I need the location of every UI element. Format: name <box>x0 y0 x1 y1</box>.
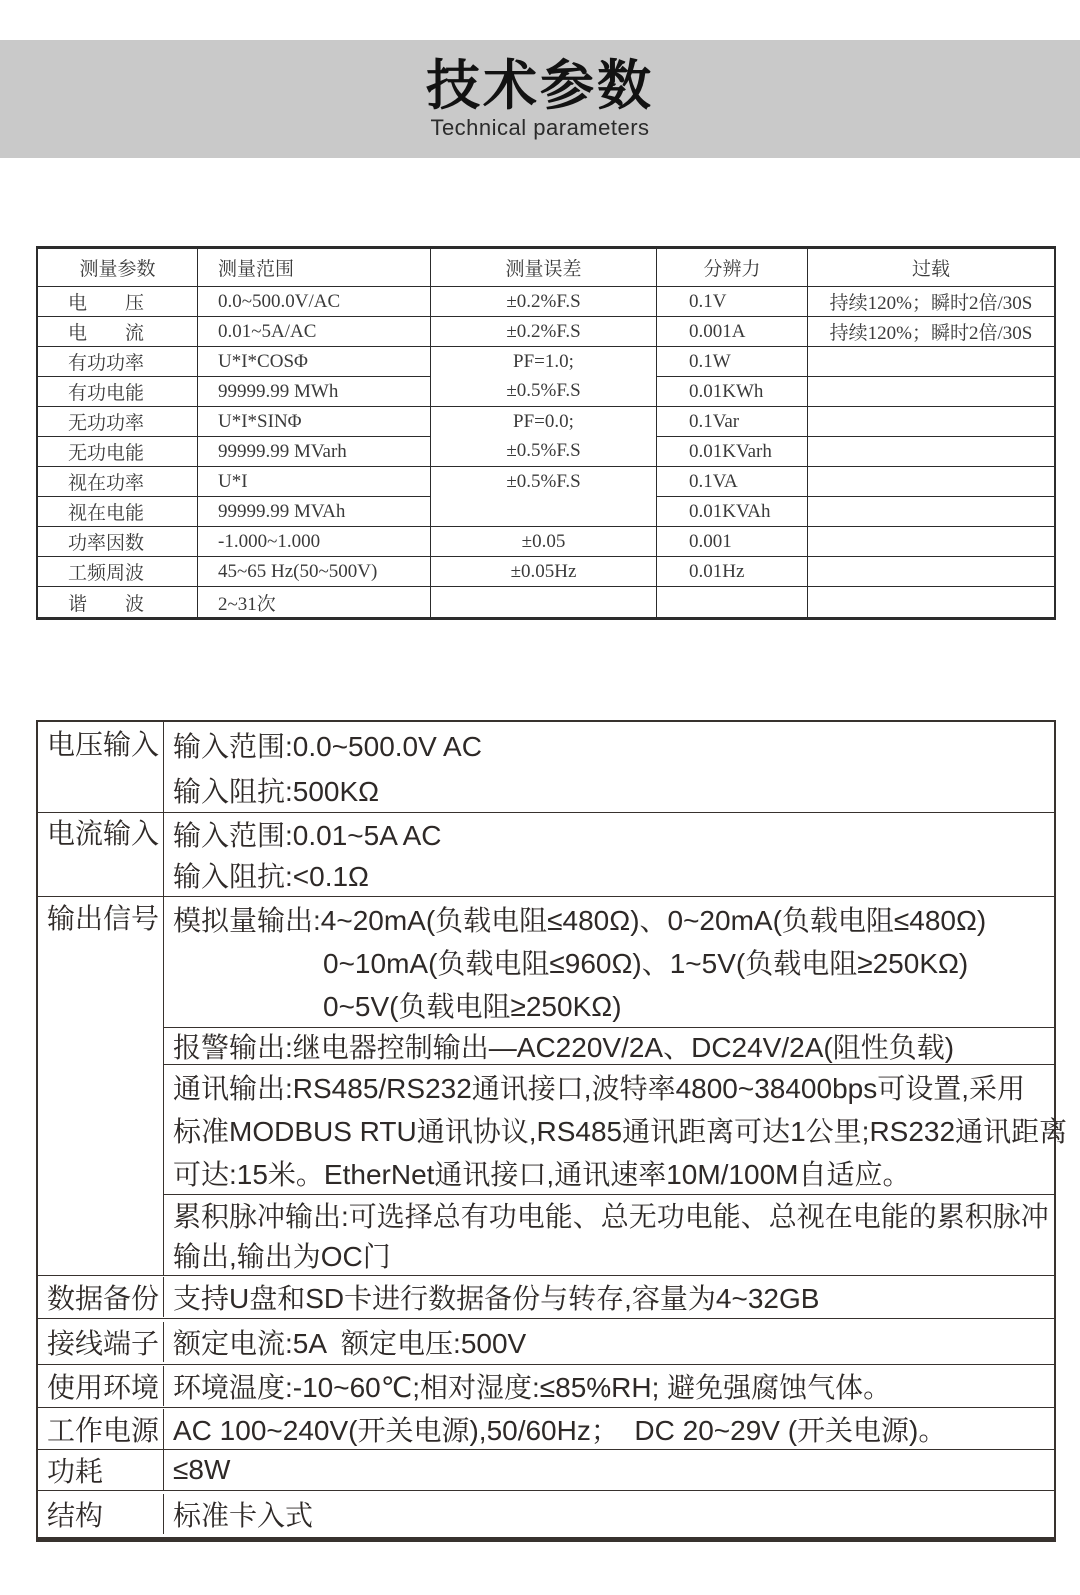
cell-param: 无功功率 <box>38 407 198 437</box>
spec-label: 数据备份 <box>38 1277 164 1317</box>
spec-line: 额定电流:5A 额定电压:500V <box>173 1327 527 1359</box>
spec-line: AC 100~240V(开关电源),50/60Hz； DC 20~29V (开关电源)。 <box>173 1414 947 1446</box>
cell-range: -1.000~1.000 <box>198 527 431 557</box>
header-cell-range: 测量范围 <box>198 249 431 287</box>
cell-resolution: 0.1VA <box>657 467 808 497</box>
spec-line: 0~5V(负载电阻≥250KΩ) <box>323 990 622 1022</box>
spec-label: 输出信号 <box>38 897 164 1275</box>
spec-line: 输入阻抗:500KΩ <box>173 775 380 807</box>
cell-overload <box>808 407 1054 437</box>
spec-line: 模拟量输出:4~20mA(负载电阻≤480Ω)、0~20mA(负载电阻≤480Ω) <box>173 904 987 936</box>
cell-error-merged <box>431 407 657 467</box>
cell-range: U*I*COSΦ <box>198 347 431 377</box>
cell-param: 电 流 <box>38 317 198 347</box>
header-cell-overload: 过载 <box>808 249 1054 287</box>
cell-overload <box>808 467 1054 497</box>
page-subtitle: Technical parameters <box>430 115 650 140</box>
spec-label: 接线端子 <box>38 1322 164 1362</box>
spec-subrow-pulse-output <box>164 1194 1054 1275</box>
spec-subrow-alarm-output <box>164 1027 1054 1064</box>
specifications-table <box>36 720 1068 1542</box>
spec-subrow-analog-output <box>164 897 1054 1027</box>
cell-param: 有功功率 <box>38 347 198 377</box>
cell-overload: 持续120%；瞬时2倍/30S <box>808 317 1054 347</box>
spec-line: 输出,输出为OC门 <box>173 1241 391 1272</box>
cell-range: U*I*SINΦ <box>198 407 431 437</box>
cell-error: ±0.5%F.S <box>506 470 581 492</box>
spec-line: 输入阻抗:<0.1Ω <box>173 860 369 892</box>
page-title: 技术参数 <box>426 56 654 116</box>
cell-overload: 持续120%；瞬时2倍/30S <box>808 287 1054 317</box>
cell-error <box>431 497 656 527</box>
cell-overload <box>808 527 1054 557</box>
header-cell-error: 测量误差 <box>431 249 657 287</box>
cell-resolution: 0.01KVAh <box>657 497 808 527</box>
spec-label: 电压输入 <box>38 722 164 812</box>
cell-resolution <box>657 587 808 617</box>
spec-section-current-input <box>38 812 1054 896</box>
cell-param: 视在电能 <box>38 497 198 527</box>
cell-range: 0.0~500.0V/AC <box>198 287 431 317</box>
cell-error: ±0.05 <box>431 527 657 557</box>
header-cell-param: 测量参数 <box>38 249 198 287</box>
spec-section-power-supply <box>38 1407 1054 1449</box>
cell-error: ±0.05Hz <box>431 557 657 587</box>
cell-resolution: 0.1W <box>657 347 808 377</box>
cell-resolution: 0.001A <box>657 317 808 347</box>
spec-label: 电流输入 <box>38 813 164 896</box>
cell-range: U*I <box>198 467 431 497</box>
cell-range: 99999.99 MVarh <box>198 437 431 467</box>
spec-section-environment <box>38 1364 1054 1407</box>
spec-section-structure <box>38 1490 1054 1537</box>
cell-range: 99999.99 MWh <box>198 377 431 407</box>
cell-error <box>431 587 657 617</box>
spec-line: 标准MODBUS RTU通讯协议,RS485通讯距离可达1公里;RS232通讯距离 <box>173 1115 1068 1147</box>
cell-resolution: 0.1Var <box>657 407 808 437</box>
spec-section-data-backup <box>38 1275 1054 1318</box>
cell-resolution: 0.01KWh <box>657 377 808 407</box>
spec-line: ≤8W <box>173 1454 231 1485</box>
cell-range: 45~65 Hz(50~500V) <box>198 557 431 587</box>
spec-section-voltage-input <box>38 722 1054 812</box>
spec-line: 标准卡入式 <box>173 1500 314 1531</box>
cell-param: 工频周波 <box>38 557 198 587</box>
spec-section-output-signal <box>38 896 1068 1275</box>
cell-param: 电 压 <box>38 287 198 317</box>
spec-line: 输入范围:0.0~500.0V AC <box>173 730 482 762</box>
cell-param: 有功电能 <box>38 377 198 407</box>
spec-section-power-consumption <box>38 1449 1054 1490</box>
cell-range: 2~31次 <box>198 587 431 617</box>
cell-range: 0.01~5A/AC <box>198 317 431 347</box>
cell-overload <box>808 497 1054 527</box>
spec-line: 累积脉冲输出:可选择总有功电能、总无功电能、总视在电能的累积脉冲 <box>173 1201 1049 1232</box>
cell-error: PF=1.0; <box>513 350 574 372</box>
cell-resolution: 0.01KVarh <box>657 437 808 467</box>
spec-label: 使用环境 <box>38 1366 164 1406</box>
cell-error-merged <box>431 347 657 407</box>
cell-param: 无功电能 <box>38 437 198 467</box>
cell-overload <box>808 557 1054 587</box>
spec-line: 0~10mA(负载电阻≤960Ω)、1~5V(负载电阻≥250KΩ) <box>323 947 969 979</box>
spec-label: 功耗 <box>38 1450 164 1490</box>
cell-overload <box>808 377 1054 407</box>
cell-range: 99999.99 MVAh <box>198 497 431 527</box>
header-cell-resolution: 分辨力 <box>657 249 808 287</box>
spec-subrow-comm-output <box>164 1064 1068 1194</box>
spec-line: 支持U盘和SD卡进行数据备份与转存,容量为4~32GB <box>173 1283 820 1314</box>
cell-resolution: 0.01Hz <box>657 557 808 587</box>
spec-line: 通讯输出:RS485/RS232通讯接口,波特率4800~38400bps可设置,采用 <box>173 1072 1025 1104</box>
spec-line: 输入范围:0.01~5A AC <box>173 819 442 851</box>
spec-label: 结构 <box>38 1494 164 1534</box>
cell-param: 谐 波 <box>38 587 198 617</box>
header-band <box>0 40 1080 158</box>
cell-overload <box>808 347 1054 377</box>
cell-overload <box>808 437 1054 467</box>
cell-resolution: 0.001 <box>657 527 808 557</box>
cell-resolution: 0.1V <box>657 287 808 317</box>
cell-error: ±0.5%F.S <box>506 380 581 402</box>
cell-error: ±0.2%F.S <box>431 287 657 317</box>
cell-error: PF=0.0; <box>513 410 574 432</box>
spec-section-terminals <box>38 1318 1054 1364</box>
cell-param: 视在功率 <box>38 467 198 497</box>
spec-line: 报警输出:继电器控制输出—AC220V/2A、DC24V/2A(阻性负载) <box>173 1032 955 1063</box>
cell-error: ±0.2%F.S <box>431 317 657 347</box>
spec-line: 环境温度:-10~60℃;相对湿度:≤85%RH; 避免强腐蚀气体。 <box>173 1372 892 1403</box>
measurement-parameters-table <box>36 246 1056 620</box>
cell-param: 功率因数 <box>38 527 198 557</box>
spec-line: 可达:15米。EtherNet通讯接口,通讯速率10M/100M自适应。 <box>173 1158 911 1190</box>
cell-error-merged <box>431 467 657 527</box>
cell-overload <box>808 587 1054 617</box>
spec-label: 工作电源 <box>38 1409 164 1449</box>
cell-error: ±0.5%F.S <box>506 440 581 462</box>
